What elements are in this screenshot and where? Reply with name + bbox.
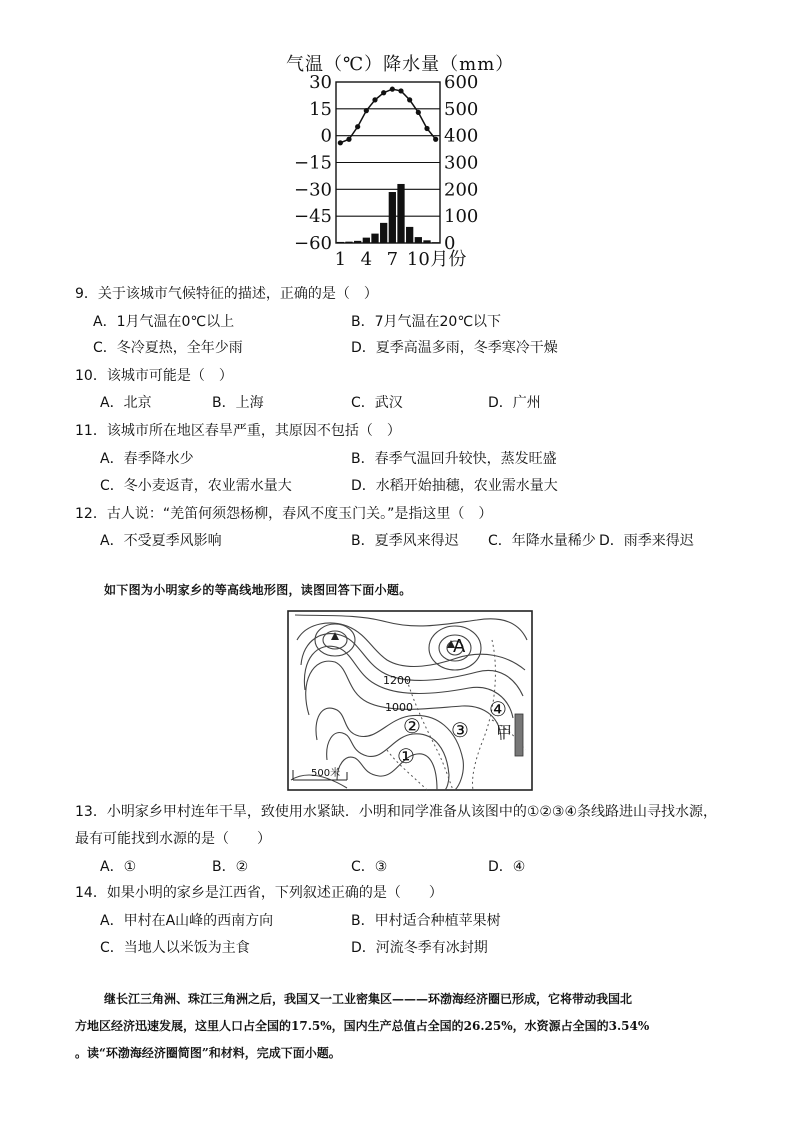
passage-line1: 继长江三角洲、珠江三角洲之后，我国又一工业密集区———环渤海经济圈已形成，它将带动我国北 <box>104 992 633 1006</box>
precip-bar <box>354 241 361 243</box>
q11-option-c[interactable]: C．冬小麦返青，农业需水量大 <box>100 478 292 494</box>
contour-1000-label: 1000 <box>385 701 413 714</box>
q14-stem: 14．如果小明的家乡是江西省，下列叙述正确的是（ ） <box>75 885 443 901</box>
temperature-line <box>340 89 435 143</box>
x-tick-label: 1 <box>334 249 347 270</box>
right-tick-label: 0 <box>444 233 456 254</box>
q11-stem: 11．该城市所在地区春旱严重，其原因不包括（ ） <box>75 423 401 439</box>
precip-bar <box>406 227 413 243</box>
precip-bar <box>337 242 344 243</box>
route-2-marker[interactable]: ② <box>403 714 421 738</box>
q12-option-d[interactable]: D．雨季来得迟 <box>599 533 694 549</box>
temperature-point <box>433 137 438 142</box>
climate-chart-svg <box>270 48 520 273</box>
temperature-point <box>390 87 395 92</box>
x-tick-label: 7 <box>386 249 399 270</box>
temperature-point <box>372 97 377 102</box>
temperature-point <box>416 110 421 115</box>
q11-option-d[interactable]: D．水稻开始抽穗，农业需水量大 <box>351 478 558 494</box>
village-block <box>515 714 523 756</box>
q9-option-b[interactable]: B．7月气温在20℃以下 <box>351 314 502 330</box>
q13-stem-line2: 最有可能找到水源的是（ ） <box>75 831 271 847</box>
precip-bar <box>389 192 396 243</box>
temperature-point <box>364 108 369 113</box>
precip-bar <box>423 240 430 243</box>
map-intro: 如下图为小明家乡的等高线地形图，读图回答下面小题。 <box>104 583 412 597</box>
chart-header: 气温（℃）降水量（mm） <box>286 54 515 75</box>
precip-bar <box>371 234 378 243</box>
route-3-marker[interactable]: ③ <box>451 718 469 742</box>
q9-option-d[interactable]: D．夏季高温多雨，冬季寒冷干燥 <box>351 340 558 356</box>
left-tick-label: −60 <box>294 233 332 254</box>
temperature-point <box>407 97 412 102</box>
q13-option-b[interactable]: B．② <box>212 859 249 875</box>
temperature-point <box>346 137 351 142</box>
right-tick-label: 100 <box>444 206 479 228</box>
q11-option-a[interactable]: A．春季降水少 <box>100 451 194 467</box>
x-unit-label: 月份 <box>430 249 467 270</box>
precip-bar <box>345 242 352 243</box>
x-tick-label: 10 <box>406 249 430 270</box>
q11-option-b[interactable]: B．春季气温回升较快，蒸发旺盛 <box>351 451 557 467</box>
precip-bar <box>432 242 439 243</box>
scale-label: 500米 <box>311 768 341 779</box>
q12-option-b[interactable]: B．夏季风来得迟 <box>351 533 459 549</box>
precip-bar <box>397 184 404 243</box>
left-tick-label: 30 <box>309 72 332 93</box>
q12-option-a[interactable]: A．不受夏季风影响 <box>100 533 222 549</box>
q13-option-d[interactable]: D．④ <box>488 859 526 875</box>
right-tick-label: 500 <box>444 98 479 120</box>
precip-bar <box>380 223 387 243</box>
q10-option-a[interactable]: A．北京 <box>100 395 152 411</box>
q14-option-d[interactable]: D．河流冬季有冰封期 <box>351 940 488 956</box>
passage-line3: 。读“环渤海经济圈简图”和材料，完成下面小题。 <box>75 1046 341 1060</box>
q14-option-a[interactable]: A．甲村在A山峰的西南方向 <box>100 913 274 929</box>
q10-stem: 10．该城市可能是（ ） <box>75 368 233 384</box>
peak-a-label: A <box>453 636 466 657</box>
x-tick-label: 4 <box>360 249 373 270</box>
right-tick-label: 300 <box>444 152 479 174</box>
right-tick-label: 200 <box>444 179 479 201</box>
left-tick-label: 15 <box>309 98 332 120</box>
temperature-point <box>355 124 360 129</box>
q10-option-c[interactable]: C．武汉 <box>351 395 403 411</box>
right-tick-label: 600 <box>444 72 479 93</box>
q13-option-c[interactable]: C．③ <box>351 859 388 875</box>
village-label: 甲 <box>496 723 513 742</box>
q12-option-c[interactable]: C．年降水量稀少 <box>488 533 596 549</box>
temperature-point <box>398 88 403 93</box>
climate-chart <box>270 48 520 273</box>
precip-bar <box>415 237 422 243</box>
q10-option-b[interactable]: B．上海 <box>212 395 264 411</box>
q12-stem: 12．古人说：“羌笛何须怨杨柳，春风不度玉门关。”是指这里（ ） <box>75 506 493 522</box>
q10-option-d[interactable]: D．广州 <box>488 395 541 411</box>
q9-option-c[interactable]: C．冬冷夏热，全年少雨 <box>93 340 243 356</box>
temperature-point <box>338 140 343 145</box>
q14-option-c[interactable]: C．当地人以米饭为主食 <box>100 940 250 956</box>
left-tick-label: 0 <box>320 125 332 147</box>
temperature-point <box>424 126 429 131</box>
route-1-marker[interactable]: ① <box>397 744 415 768</box>
q13-option-a[interactable]: A．① <box>100 859 137 875</box>
temperature-point <box>381 90 386 95</box>
left-tick-label: −30 <box>294 179 332 201</box>
q9-stem: 9．关于该城市气候特征的描述，正确的是（ ） <box>75 286 378 302</box>
right-tick-label: 400 <box>444 125 479 147</box>
contour-map <box>287 610 533 791</box>
q9-option-a[interactable]: A．1月气温在0℃以上 <box>93 314 235 330</box>
contour-1200-label: 1200 <box>383 674 411 687</box>
precip-bar <box>363 238 370 243</box>
q14-option-b[interactable]: B．甲村适合种植苹果树 <box>351 913 501 929</box>
passage-line2: 方地区经济迅速发展，这里人口占全国的17.5%，国内生产总值占全国的26.25%，水资源占全国的3.54% <box>75 1019 650 1033</box>
left-tick-label: −45 <box>294 206 332 228</box>
q13-stem-line1: 13．小明家乡甲村连年干旱，致使用水紧缺．小明和同学准备从该图中的①②③④条线路进山寻找水源， <box>75 804 718 820</box>
left-tick-label: −15 <box>294 152 332 174</box>
route-4-marker[interactable]: ④ <box>489 697 507 721</box>
